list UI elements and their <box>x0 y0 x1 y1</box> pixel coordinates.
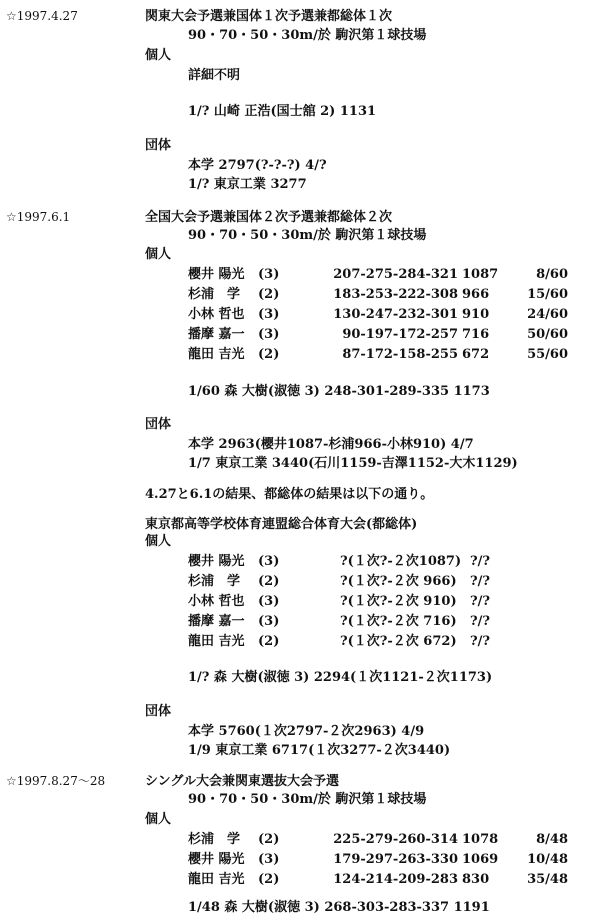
athlete-grade: (3) <box>258 614 280 629</box>
event-title: 全国大会予選兼国体２次予選兼都総体２次 <box>145 210 393 225</box>
rank: 55/60 <box>527 347 568 362</box>
rank: ?/? <box>470 594 490 609</box>
distance-scores: 183-253-222-308 <box>333 287 458 302</box>
athlete-name: 龍田 吉光 <box>188 872 245 887</box>
combined-score: ?(１次?-２次 966) <box>340 574 457 589</box>
rank: 8/60 <box>536 267 568 282</box>
combined-score: ?(１次?-２次1087) <box>340 554 462 569</box>
rank: 10/48 <box>527 852 568 867</box>
total-score: 1087 <box>462 267 499 282</box>
combined-score: ?(１次?-２次 716) <box>340 614 457 629</box>
event-title: 関東大会予選兼国体１次予選兼都総体１次 <box>145 9 393 24</box>
team-line: 1/9 東京工業 6717(１次3277-２次3440) <box>188 743 451 758</box>
rank: ?/? <box>470 574 490 589</box>
athlete-grade: (2) <box>258 347 280 362</box>
athlete-grade: (3) <box>258 327 280 342</box>
athlete-grade: (3) <box>258 267 280 282</box>
event-title: 東京都高等学校体育連盟総合体育大会(都総体) <box>145 517 418 532</box>
distance-scores: 130-247-232-301 <box>333 307 458 322</box>
athlete-grade: (3) <box>258 594 280 609</box>
athlete-name: 龍田 吉光 <box>188 634 245 649</box>
top-individual: 1/60 森 大樹(淑徳 3) 248-301-289-335 1173 <box>188 384 490 399</box>
athlete-name: 杉浦 学 <box>188 574 241 589</box>
event-title: シングル大会兼関東選抜大会予選 <box>145 774 340 789</box>
rank: 50/60 <box>527 327 568 342</box>
event-venue: 90・70・50・30m/於 駒沢第１球技場 <box>188 792 427 807</box>
distance-scores: 124-214-209-283 <box>333 872 458 887</box>
event-venue: 90・70・50・30m/於 駒沢第１球技場 <box>188 28 427 43</box>
athlete-grade: (2) <box>258 574 280 589</box>
rank: ?/? <box>470 634 490 649</box>
athlete-grade: (2) <box>258 832 280 847</box>
distance-scores: 225-279-260-314 <box>333 832 458 847</box>
athlete-name: 播摩 嘉一 <box>188 327 245 342</box>
team-label: 団体 <box>145 138 172 153</box>
individual-label: 個人 <box>145 812 172 827</box>
combined-score: ?(１次?-２次 910) <box>340 594 457 609</box>
athlete-name: 櫻井 陽光 <box>188 852 245 867</box>
athlete-grade: (2) <box>258 872 280 887</box>
individual-note: 詳細不明 <box>188 68 241 83</box>
event-venue: 90・70・50・30m/於 駒沢第１球技場 <box>188 228 427 243</box>
rank: 35/48 <box>527 872 568 887</box>
top-individual: 1/48 森 大樹(淑徳 3) 268-303-283-337 1191 <box>188 900 490 915</box>
team-label: 団体 <box>145 417 172 432</box>
individual-label: 個人 <box>145 247 172 262</box>
athlete-name: 櫻井 陽光 <box>188 267 245 282</box>
athlete-grade: (3) <box>258 852 280 867</box>
rank: 15/60 <box>527 287 568 302</box>
rank: ?/? <box>470 614 490 629</box>
athlete-name: 小林 哲也 <box>188 307 245 322</box>
event-date: ☆1997.4.27 <box>6 9 78 23</box>
athlete-name: 杉浦 学 <box>188 287 241 302</box>
team-label: 団体 <box>145 704 172 719</box>
team-line: 本学 5760(１次2797-２次2963) 4/9 <box>188 724 425 739</box>
total-score: 1069 <box>462 852 499 867</box>
team-line: 本学 2963(櫻井1087-杉浦966-小林910) 4/7 <box>188 437 474 452</box>
total-score: 830 <box>462 872 490 887</box>
event-date: ☆1997.8.27～28 <box>6 774 106 788</box>
top-individual: 1/? 山崎 正浩(国士舘 2) 1131 <box>188 104 377 119</box>
athlete-grade: (3) <box>258 554 280 569</box>
distance-scores: 90-197-172-257 <box>342 327 458 342</box>
distance-scores: 207-275-284-321 <box>333 267 458 282</box>
athlete-grade: (3) <box>258 307 280 322</box>
total-score: 672 <box>462 347 490 362</box>
athlete-name: 龍田 吉光 <box>188 347 245 362</box>
athlete-grade: (2) <box>258 287 280 302</box>
athlete-grade: (2) <box>258 634 280 649</box>
rank: 24/60 <box>527 307 568 322</box>
athlete-name: 杉浦 学 <box>188 832 241 847</box>
total-score: 716 <box>462 327 490 342</box>
total-score: 966 <box>462 287 490 302</box>
athlete-name: 播摩 嘉一 <box>188 614 245 629</box>
team-line: 1/7 東京工業 3440(石川1159-吉澤1152-大木1129) <box>188 456 518 471</box>
summary-note: 4.27と6.1の結果、都総体の結果は以下の通り。 <box>145 487 434 502</box>
team-line: 本学 2797(?-?-?) 4/? <box>188 158 327 173</box>
distance-scores: 87-172-158-255 <box>342 347 458 362</box>
combined-score: ?(１次?-２次 672) <box>340 634 457 649</box>
individual-label: 個人 <box>145 48 172 63</box>
athlete-name: 小林 哲也 <box>188 594 245 609</box>
athlete-name: 櫻井 陽光 <box>188 554 245 569</box>
team-line: 1/? 東京工業 3277 <box>188 177 307 192</box>
total-score: 910 <box>462 307 490 322</box>
rank: ?/? <box>470 554 490 569</box>
event-date: ☆1997.6.1 <box>6 210 71 224</box>
total-score: 1078 <box>462 832 499 847</box>
individual-label: 個人 <box>145 534 172 549</box>
top-individual: 1/? 森 大樹(淑徳 3) 2294(１次1121-２次1173) <box>188 670 493 685</box>
rank: 8/48 <box>536 832 568 847</box>
distance-scores: 179-297-263-330 <box>333 852 458 867</box>
